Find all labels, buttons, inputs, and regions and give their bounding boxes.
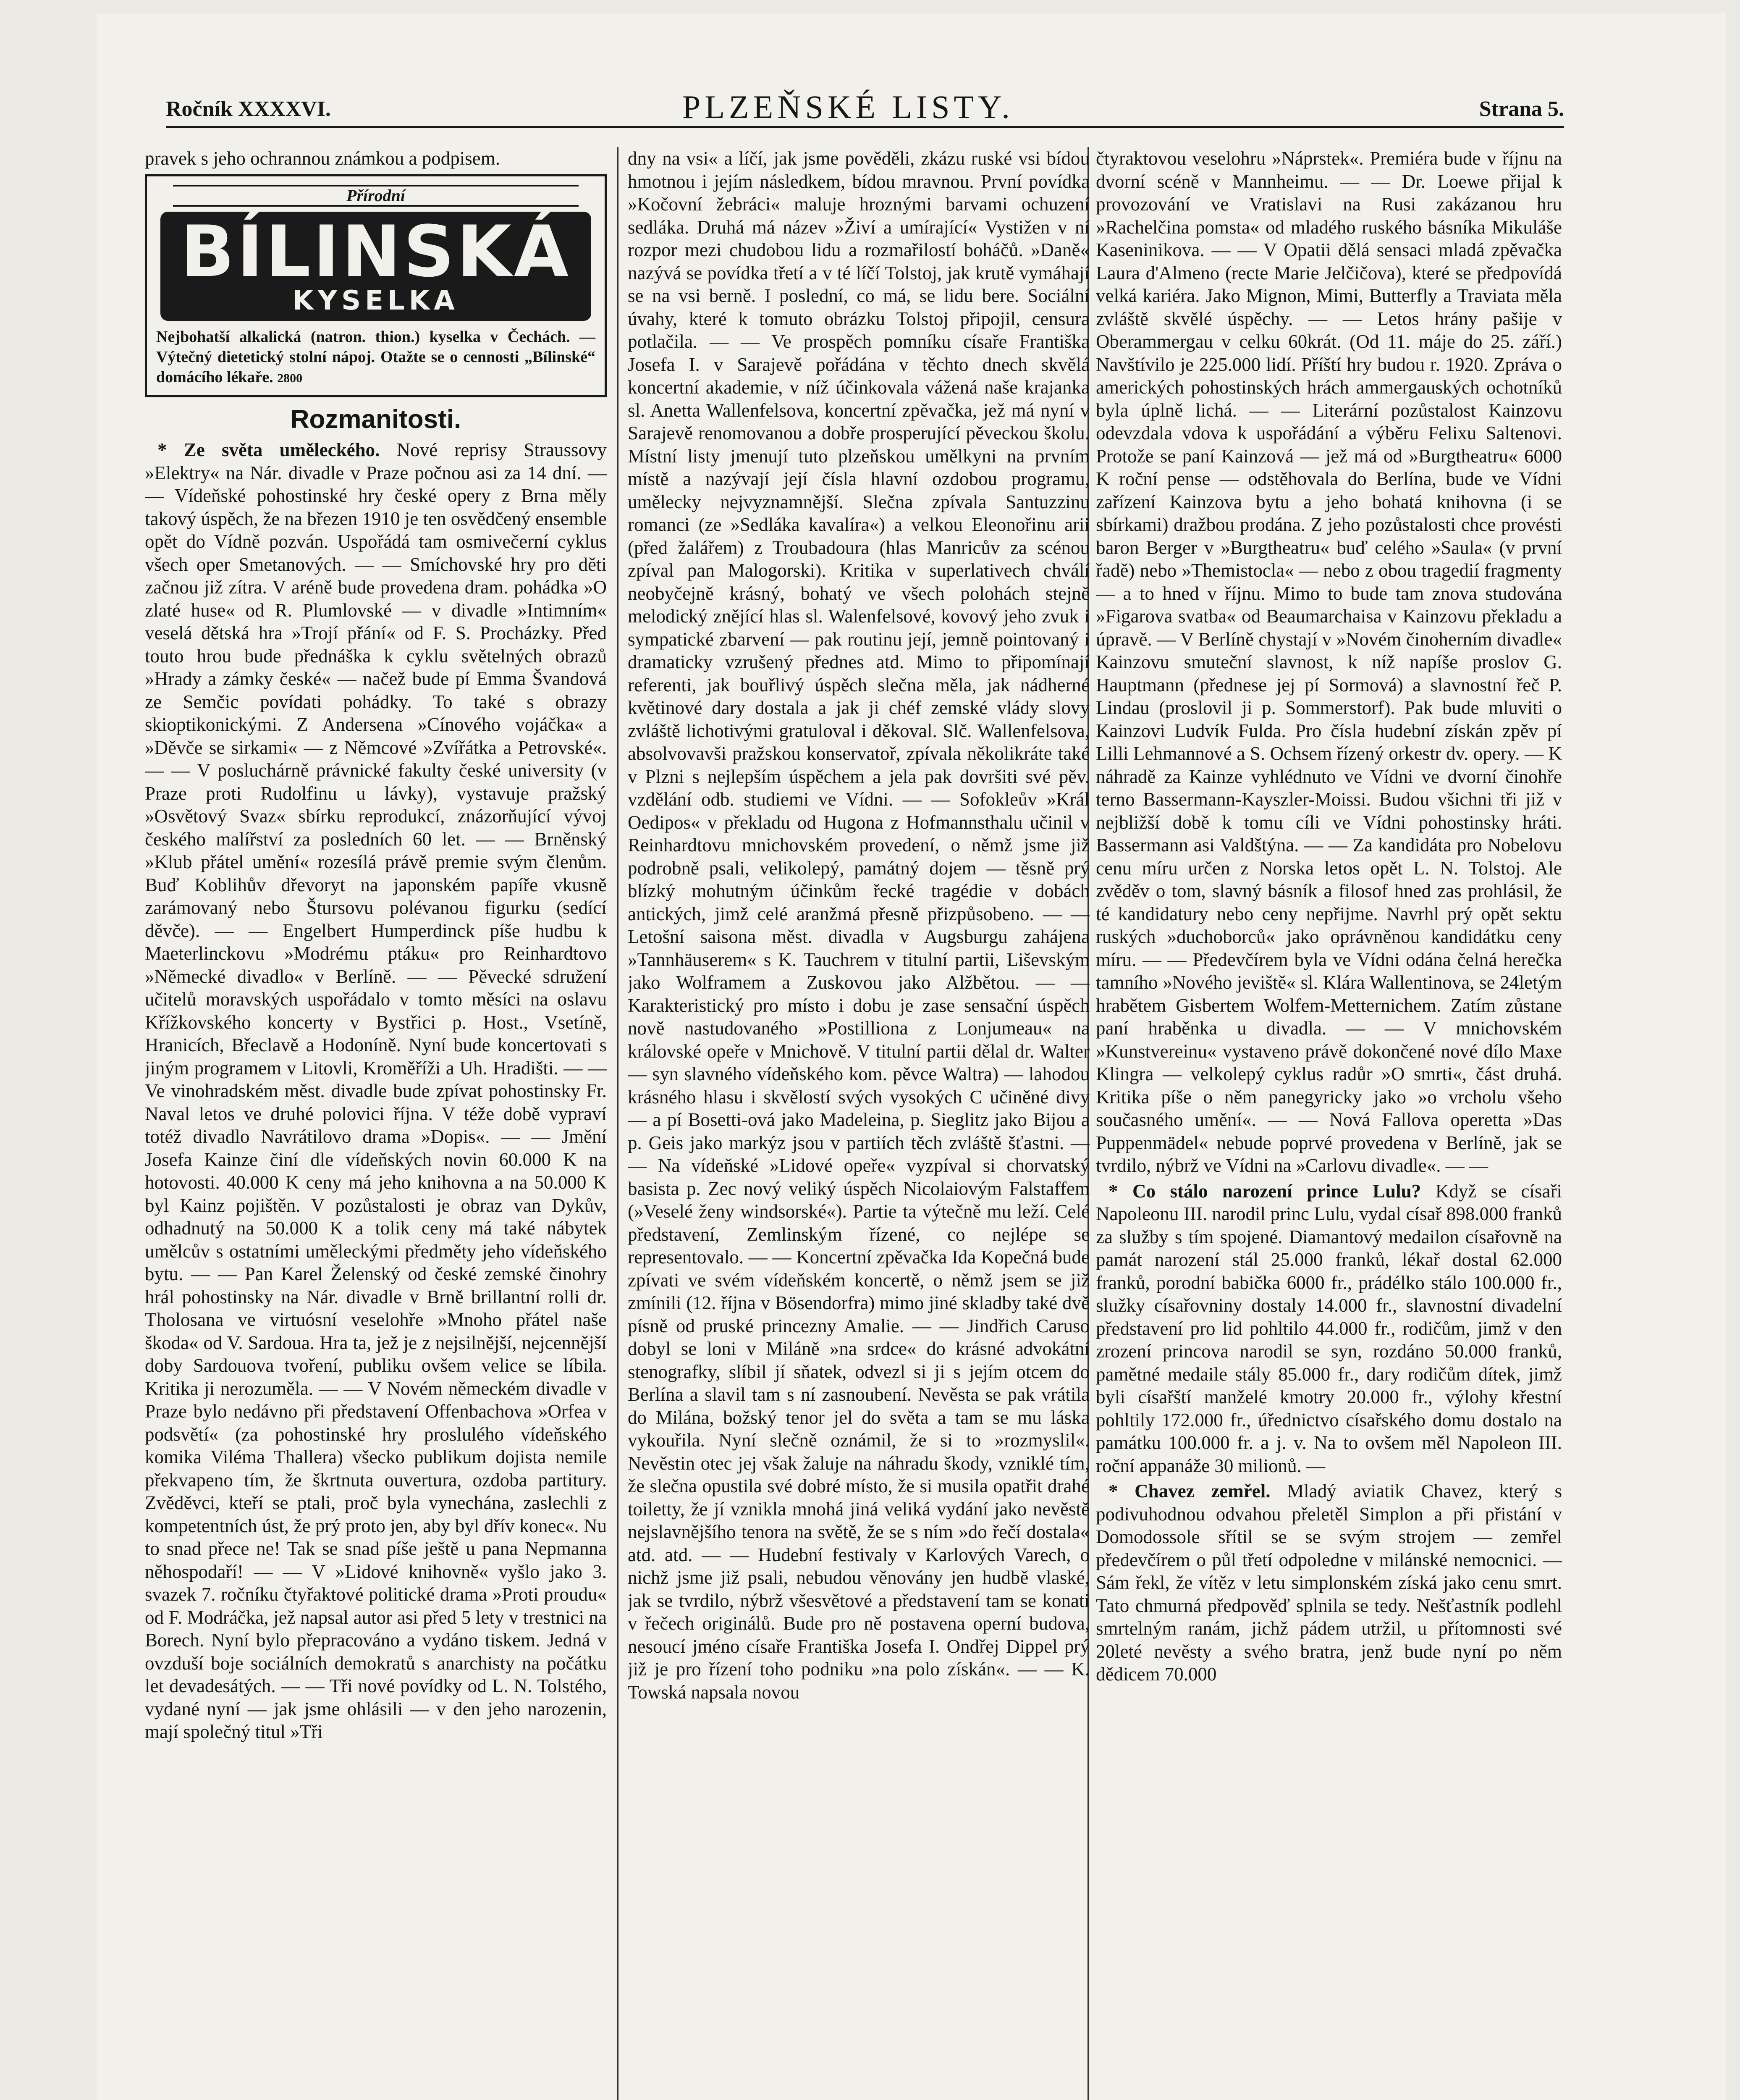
page-number: Strana 5. [1479, 97, 1564, 121]
ad-code: 2800 [277, 371, 303, 385]
item-text: Když se císaři Napoleonu III. narodil princ Lulu, vydal císař 898.000 franků za služby s tím spojené. Diamantový medailon císařovně na památ narození stál 25.000 franků, lékař dostal 62.000 franků, porodní babička 6000 fr., prádélko stálo 100.000 fr., služky císařovniny dostaly 14.000 fr., slavnostní divadelní představení pro lid pohltilo 44.000 fr., rodičům, jimž v den zrození princova narodil se syn, rozdáno 50.000 franků, pamětné medaile stály 85.000 fr., dary rodičům dítek, jimž byli císařští manželé kmotry 20.000 fr., výlohy křestní pohltily 172.000 fr., úřednictvo císařského domu dostalo na památku 100.000 fr. a j. v. Na to ovšem měl Napoleon III. roční appanáže 30 milionů. — [1096, 1180, 1562, 1476]
advertisement [145, 174, 607, 397]
item-heading: * Co stálo narození prince Lulu? [1108, 1180, 1421, 1202]
article-continuation: dny na vsi« a líčí, jak jsme pověděli, zkázu ruské vsi bídou hmotnou i jejím následkem, bídou mravnou. První povídka »Kočovní žebráci« maluje hroznými barvami ochuzení sedláka. Druhá má název »Živí a umírající« Vystižen v ní rozpor mezi chudobou lidu a rozmařilostí boháčů. »Daně« nazývá se povídka třetí a v té líčí Tolstoj, jak krutě vymáhají se na vsi berně. I poslední, co má, se lidu bere. Sociální úvahy, které k tomuto obrázku Tolstoj připojil, censura potlačila. — — Ve prospěch pomníku císaře Františka Josefa I. v Sarajevě pořádána v těchto dnech skvělá koncertní akademie, v níž účinkovala vážená naše krajanka sl. Anetta Wallenfelsova, koncertní zpěvačka, jež má nyní v Sarajevě renomovanou a dobře prosperující pěveckou školu. Místní listy jmenují tuto plzeňskou umělkyni na prvním místě a nazývají její čísla hlavní ozdobou programu, umělecky nejvyznamnější. Slečna zpívala Santuzzinu romanci (ze »Sedláka kavalíra«) a velkou Eleonořinu arii (před žalářem) z Troubadoura (hlas Manricův za scénou zpíval pan Malogorski). Kritika v superlativech chválí neobyčejně krásný, bohatý ve všech polohách stejně melodický znějící hlas sl. Walenfelsové, kovový jeho zvuk i sympatické zbarvení — pak routinu její, jemně pointovaný i dramaticky vzrušený přednes atd. Mimo to připomínají referenti, jak bouřlivý úspěch slečna měla, jak nádherné květinové dary dostala a jak ji chéf zemské vlády slovy zvláště lichotivými gratuloval i děkoval. Slč. Wallenfelsova, absolvovavši pražskou konservatoř, zpívala několikráte také v Plzni s nejlepším úspěchem a jela pak dovršiti své pěv. vzdělání odb. studiemi ve Vídni. — — Sofokleův »Král Oedipos« v překladu od Hugona z Hofmannsthalu učinil v Reinhardtovu mnichovském provedení, o němž jsme již podrobně psali, velikolepý, památný dojem — těsně prý blízký mohutným účinkům řecké tragédie v dobách antických, jimž celé aranžmá přesně přizpůsobeno. — — Letošní saisona měst. divadla v Augsburgu zahájena »Tannhäuserem« s K. Tauchrem v titulní partii, Liševským jako Wolframem a Zuskovou jako Alžbětou. — — Karakteristický pro místo i dobu je zase sensační úspěch nově nastudovaného »Postilliona z Lonjumeau« na královské opeře v Mnichově. V titulní partii dělal dr. Walter — syn slavného vídeňského kom. pěvce Waltra) — lahodou krásného hlasu i skvělostí svých vysokých C učiněné divy — a pí Bosetti-ová jako Madeleina, p. Sieglitz jako Bijou a p. Geis jako markýz jsou v partiích těch zvláště šťastni. — — Na vídeňské »Lidové opeře« vyzpíval si chorvatský basista p. Zec nový veliký úspěch Nicolaiovým Falstaffem (»Veselé ženy windsorské«). Partie ta výtečně mu leží. Celé představení, Zemlinským řízené, co nejlépe se representovalo. — — Koncertní zpěvačka Ida Kopečná bude zpívati ve svém vídeňském koncertě, o němž jsem se již zmínili (12. října v Bösendorfra) mimo jiné skladby také dvě písně od pruské princezny Amalie. — — Jindřich Caruso dobyl se loni v Miláně »na srdce« do krásné advokátní stenografky, slíbil jí sňatek, odvezl si ji s jejím otcem do Berlína a slavil tam s ní zasnoubení. Nevěsta se pak vrátila do Milána, božský tenor jel do světa a tam se mu láska vykouřila. Nyní slečně oznámil, že si to »rozmyslil«. Nevěstin otec jej však žaluje na náhradu škody, vzniklé tím, že slečna opustila své dobré místo, že si musila opatřit drahé toiletty, že jí vznikla mnohá jiná veliká vydání jako nevěstě nejslavnějšího tenora na světě, že se s ním »do řečí dostala« atd. atd. — — Hudební festivaly v Karlových Varech, o nichž jsme již psali, nebudou věnovány jen hudbě vlaské, jak se tvrdilo, nýbrž všesvětové a představení tam se konati v řečech originálů. Bude pro ně postavena operní budova, nesoucí jméno císaře Františka Josefa I. Ondřej Dippel prý již je pro řízení toho podniku »na polo získán«. — — K. Towská napsala novou [628, 148, 1090, 1703]
news-item [145, 438, 607, 1743]
item-heading: * Chavez zemřel. [1108, 1480, 1271, 1502]
ad-title: BÍLINSKÁ [181, 210, 571, 293]
ad-tagline: Přírodní [173, 185, 579, 207]
item-heading: * Ze světa uměleckého. [157, 439, 380, 460]
item-text: Mladý aviatik Chavez, který s podivuhodnou odvahou přeletěl Simplon a při přistání v Domodossole sřítil se se svým strojem — zemřel předevčírem o půl třetí odpoledne v milánské nemocnici. — Sám řekl, že vítěz v letu simplonském získá jako cenu smrt. Tato chmurná předpověď splnila se tedy. Nešťastník podlehl smrtelným ranám, jichž pádem utržil, u přítomnosti své 20leté nevěsty a svého bratra, jenž bude nyní po něm dědicem 70.000 [1096, 1480, 1562, 1685]
column-3 [1096, 147, 1562, 2100]
volume-number: Ročník XXXXVI. [166, 97, 331, 121]
news-item [1096, 1480, 1562, 1686]
article-continuation: čtyraktovou veselohru »Náprstek«. Premiéra bude v říjnu na dvorní scéně v Mannheimu. — — Dr. Loewe přijal k provozování ve Vratislavi na Rusi zakázanou hru »Rachelčina pomsta« od mladého ruského básníka Mikuláše Kaseninikova. — — V Opatii dělá sensaci mladá zpěvačka Laura d'Almeno (recte Marie Jelčičova), které se předpovídá velká kariéra. Jako Mignon, Mimi, Butterfly a Traviata měla zvláště skvělé úspěchy. — — Letos hrány pašije v Oberammergau v celku 60krát. (Od 11. máje do 25. září.) Navštívilo je 225.000 lidí. Příští hry budou r. 1920. Zpráva o amerických pohostinských hrách ammergauských ochotníků byla úplně lichá. — — Literární pozůstalost Kainzovu odevzdala vdova k uspořádání a výběru Felixu Saltenovi. Protože se paní Kainzová — jež má od »Burgtheatru« 6000 K roční pense — odstěhovala do Berlína, bude ve Vídni zařízení Kainzova bytu a jeho bohatá knihovna (i se sbírkami) dražbou prodána. Z jeho pozůstalosti chce provésti baron Berger v »Burgtheatru« buď celého »Saula« (v první řadě) nebo »Themistocla« — nebo z obou tragedií fragmenty — a to hned v říjnu. Mimo to bude tam znova studována »Figarova svatba« od Beaumarchaisa v Kainzovu překladu a úpravě. — V Berlíně chystají v »Novém činoherním divadle« Kainzovu smuteční slavnost, k níž napíše proslov G. Hauptmann (přednese jej pí Sormová) a slavnostní řeč P. Lindau (proslovil ji p. Sommerstorf). Pak bude mluviti o Kainzovi Ludvík Fulda. Pro čísla hudební získán zpěv pí Lilli Lehmannové a S. Ochsem řízený orkestr dv. opery. — K náhradě za Kainze vyhlédnuto ve Vídni ve dvorní činohře terno Bassermann-Kayszler-Moissi. Budou všichni tři již v nejbližší době k tomu cíli ve Vídni pohostinsky hráti. Bassermann asi Valdštýna. — — Za kandidáta pro Nobelovu cenu míru určen z Norska letos opět L. N. Tolstoj. Ale zvěděv o tom, slavný básník a filosof hned zas prohlásil, že té kandidatury nebo ceny nepřijme. Navrhl prý opět sektu ruských »duchoborců« jako oprávněnou kandidátku ceny míru. — — Předevčírem byla ve Vídni odána čelná herečka tamního »Nového jeviště« sl. Klára Wallentinova, se 24letým hrabětem Gisbertem Wolfem-Metternichem. Zatím zůstane paní hraběnka u divadla. — — V mnichovském »Kunstvereinu« vystaveno právě dokončené nové dílo Maxe Klingra — velkolepý cyklus radůr »O smrti«, část druhá. Kritika píše o něm panegyricky jako »o vrcholu všeho současného umění«. — — Nová Fallova operetta »Das Puppenmädel« nebude poprvé provedena v Berlíně, jak se tvrdilo, nýbrž ve Vídni na »Carlovu divadle«. — — [1096, 148, 1562, 1176]
column-divider [617, 147, 618, 2100]
page-header [166, 88, 1564, 128]
section-title: Rozmanitosti. [290, 404, 461, 434]
column-1 [145, 147, 607, 2100]
ad-subtitle: KYSELKA [293, 285, 459, 316]
article-continuation: pravek s jeho ochrannou známkou a podpisem. [145, 148, 501, 169]
newspaper-title: PLZEŇSKÉ LISTY. [682, 89, 1014, 125]
column-2 [628, 147, 1090, 2100]
item-text: Nové reprisy Straussovy »Elektry« na Nár. divadle v Praze počnou asi za 14 dní. — — Vídeňské pohostinské hry české opery z Brna měly takový úspěch, že na březen 1910 je ten osvědčený ensemble opět do Vídně pozván. Uspořádá tam osmivečerní cyklus všech oper Smetanových. — — Smíchovské hry pro děti začnou již zítra. V aréně bude provedena dram. pohádka »O zlaté huse« od R. Plumlovské — v divadle »Intimním« veselá dětská hra »Trojí přání« od F. S. Procházky. Před touto hrou bude přednáška k cyklu světelných obrazů »Hrady a zámky české« — načež bude pí Emma Švandová ze Semčic povídati pohádky. To také s obrazy skioptikonickými. Z Andersena »Cínového vojáčka« a »Děvče se sirkami« — z Němcové »Zvířátka a Petrovské«. — — V posluchárně právnické fakulty české university (v Praze proti Rudolfinu u lávky), vystavuje pražský »Osvětový Svaz« sbírku reprodukcí, znázorňující vývoj českého malířství za posledních 60 let. — — Brněnský »Klub přátel umění« rozesílá právě premie svým členům. Buď Koblihův dřevoryt na japonském papíře vkusně zarámovaný nebo Štursovu polévanou figurku (sedící děvče). — — Engelbert Humperdinck píše hudbu k Maeterlinckovu »Modrému ptáku« pro Reinhardtovo »Německé divadlo« v Berlíně. — — Pěvecké sdružení učitelů moravských uspořádalo v tomto měsíci na oslavu Křížkovského koncerty v Bystřici p. Host., Vsetíně, Hranicích, Břeclavě a Hodoníně. Nyní bude koncertovati s jiným programem v Litovli, Kroměříži a Uh. Hradišti. — — Ve vinohradském měst. divadle bude zpívat pohostinsky Fr. Naval letos ve druhé polovici října. V téže době vypraví totéž divadlo Navrátilovo drama »Dopis«. — — Jmění Josefa Kainze činí dle vídeňských novin 60.000 K na hotovosti. 40.000 K ceny má jeho knihovna a na 50.000 K byl Kainz pojištěn. V pozůstalosti je obraz van Dykův, odhadnutý na 50.000 K a tolik ceny má také nábytek umělcův s ostatními uměleckými předměty jeho vídeňského bytu. — — Pan Karel Želenský od české zemské činohry hrál pohostinsky na Nár. divadle v Brně brillantní rolli dr. Tholosana ve virtuósní veselohře »Mnoho přátel naše škoda« od V. Sardoua. Hra ta, jež je z nejsilnější, nejcennější doby Sardouova tvoření, publiku ovšem velice se líbila. Kritika ji nerozuměla. — — V Novém německém divadle v Praze bylo nedávno při představení Offenbachova »Orfea v podsvětí« (za pohostinské hry proslulého vídeňského komika Viléma Thallera) všecko publikum dojista nemile překvapeno tím, že škrtnuta ouvertura, ozdoba partitury. Zvěděvci, kteří se ptali, proč byla vynechána, zaslechli z kompetentních úst, že prý proto jen, aby byl dřív konec«. Nu to snad přece ne! Tak se snad píše ještě u pana Nepmanna něhospodaří! — — V »Lidové knihovně« vyšlo jako 3. svazek 7. ročníku čtyřaktové politické drama »Proti proudu« od F. Modráčka, jež napsal autor asi před 5 lety v trestnici na Borech. Nyní bylo přepracováno a vydáno tiskem. Jedná v ovzduší boje sociálních demokratů s anarchisty na počátku let devadesátých. — — Tři nové povídky od L. N. Tolstého, vydané nyní — jak jsme ohlásili — v den jeho narozenin, mají společný titul »Tři [145, 439, 607, 1742]
ad-text: Nejbohatší alkalická (natron. thion.) kyselka v Čechách. — Výtečný dietetický stolní nápoj. Otažte se o cennosti „Bílinské“ domácího lékaře. 2800 [156, 328, 595, 386]
news-item [1096, 1180, 1562, 1478]
ad-logo [160, 212, 591, 321]
